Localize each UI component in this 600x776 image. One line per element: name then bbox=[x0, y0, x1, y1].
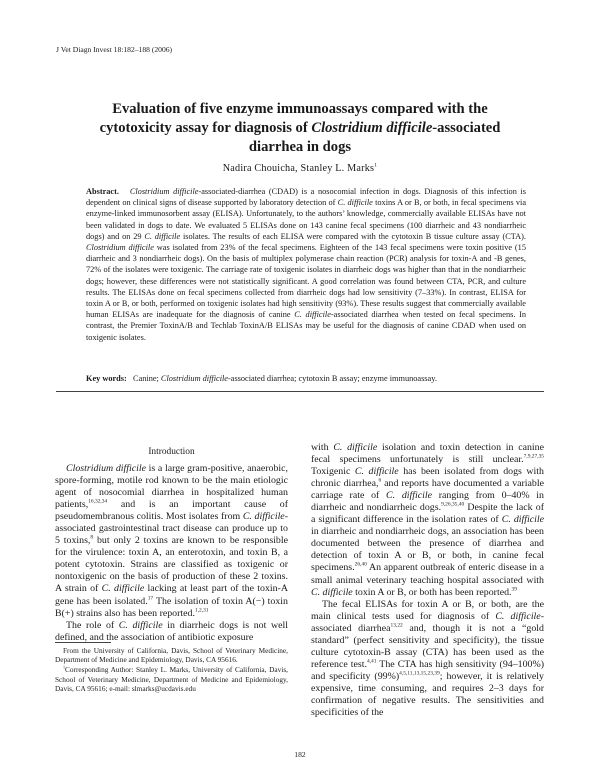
inline-text: The isolation of toxin A(−) toxin B(+) strains also has been reported. bbox=[55, 595, 288, 619]
inline-italic: C. difficile bbox=[311, 586, 353, 598]
inline-text: The role of bbox=[66, 619, 119, 631]
affiliation-footnote: From the University of California, Davis, School of Veterinary Medicine, Department of Medicine and Epidemiology, Davis, CA 95616. bbox=[55, 646, 288, 665]
inline-text: toxin A or B, or both has been reported. bbox=[352, 586, 512, 598]
corresponding-author-footnote bbox=[55, 665, 288, 693]
inline-italic: Clostridium difficile bbox=[66, 463, 147, 474]
right-paragraph-1 bbox=[311, 442, 544, 599]
abstract-block bbox=[86, 186, 526, 343]
inline-italic: C. difficile bbox=[386, 490, 432, 502]
left-column-body bbox=[55, 463, 288, 644]
title-line-3: diarrhea in dogs bbox=[248, 139, 352, 155]
keywords-text: Canine; bbox=[133, 374, 161, 383]
citation-mark: 4,5,11,13,15,23,39 bbox=[399, 670, 440, 677]
author-list bbox=[60, 163, 540, 174]
article-title bbox=[60, 100, 540, 157]
abstract-label: Abstract. bbox=[86, 187, 119, 196]
abstract-text: isolates. The results of each ELISA were compared with the cytotoxin B tissue culture assay (CTA). bbox=[180, 231, 526, 241]
author-names: Nadira Chouicha, Stanley L. Marks bbox=[222, 163, 375, 174]
citation-mark: 9,26,35,40 bbox=[441, 501, 465, 508]
inline-text: The fecal ELISAs for toxin A or B, or both, are the main clinical tests used for diagnosis of bbox=[311, 598, 544, 622]
inline-text: with bbox=[311, 442, 334, 453]
title-italic-organism: Clostridium difficile bbox=[311, 120, 433, 136]
citation-mark: 1,2,31 bbox=[194, 607, 209, 614]
inline-italic: C. difficile bbox=[101, 583, 145, 595]
page-number: 182 bbox=[294, 750, 306, 759]
footnote-text: Corresponding Author: Stanley L. Marks, University of California, Davis, School of Veterinary Medicine, Department of Medicine and Epidemiology, Davis, CA 95616; e-mail: slmarks@ucdavis.edu bbox=[55, 665, 288, 693]
footnote-divider bbox=[55, 642, 111, 643]
inline-italic: C. difficile bbox=[495, 610, 541, 622]
abstract-italic: C. difficile bbox=[144, 231, 181, 241]
title-line-2a: cytotoxicity assay for diagnosis of bbox=[99, 120, 312, 136]
keywords-line bbox=[86, 373, 526, 384]
citation-mark: 13,22 bbox=[390, 622, 403, 629]
inline-text: -associated diarrhea bbox=[311, 610, 544, 634]
inline-text: in diarrheic dogs is not well defined, and the association of antibiotic exposure bbox=[55, 619, 288, 643]
citation-mark: 26,40 bbox=[354, 562, 367, 569]
citation-mark: 17 bbox=[147, 595, 154, 602]
title-line-1: Evaluation of five enzyme immunoassays compared with the bbox=[112, 101, 488, 117]
section-divider bbox=[56, 391, 544, 392]
section-heading-introduction: Introduction bbox=[148, 447, 195, 457]
citation-mark: 7,9,27,35 bbox=[523, 453, 544, 460]
abstract-italic: Clostridium difficile bbox=[86, 243, 154, 253]
abstract-text: toxins A or B, or both, in fecal specimens via enzyme-linked immunosorbent assay (ELISA). Unfortunately, to the authors’ knowledge, commercially available ELISAs have not been validated in dogs to date. We evaluated 5 ELISAs done on 143 canine fecal specimens (100 diarrheic and 43 nondiarrheic dogs) and on 29 bbox=[86, 198, 527, 241]
citation-mark: 16,32,34 bbox=[88, 498, 108, 505]
footnote-mark: 1 bbox=[63, 664, 65, 670]
abstract-italic: Clostridium difficile bbox=[129, 187, 199, 196]
right-column-body bbox=[311, 442, 544, 719]
citation-mark: 6 bbox=[378, 477, 382, 484]
inline-text: Despite the lack of a significant difference in the isolation rates of bbox=[311, 502, 544, 526]
inline-text: and, though it is not a “gold standard” (perfect sensitivity and specificity), the tissue culture cytotoxin-B assay (CTA) has been used as the reference test. bbox=[311, 622, 544, 670]
inline-italic: C. difficile bbox=[242, 511, 285, 523]
citation-mark: 4,41 bbox=[366, 658, 377, 665]
right-paragraph-2 bbox=[311, 599, 544, 719]
inline-text: is a large gram-positive, anaerobic, spore-forming, motile rod known to be the main etiologic agent of nosocomial diarrhea in hospitalized human patients, bbox=[55, 463, 288, 511]
abstract-text: -associated-diarrhea (CDAD) is a nosocomial infection in dogs. Diagnosis of this infection is dependent on clinical signs of disease supported by laboratory detection of bbox=[86, 187, 526, 208]
inline-text: but only 2 toxins are known to be responsible for the virulence: toxin A, an enterotoxin, and toxin B, a potent cytotoxin. Strains are classified as toxigenic or nontoxigenic on the basis of production of these 2 toxins. A strain of bbox=[55, 535, 288, 595]
journal-citation: J Vet Diagn Invest 18:182–188 (2006) bbox=[56, 45, 173, 54]
inline-text: in diarrheic and nondiarrheic dogs, an association has been documented between the presence of diarrhea and detection of toxin A or B, or both, in canine fecal specimens. bbox=[311, 526, 544, 574]
inline-text: An apparent outbreak of enteric disease in a small animal veterinary teaching hospital associated with bbox=[311, 562, 544, 586]
inline-text: ranging from 0–40% in diarrheic and nondiarrheic dogs. bbox=[311, 490, 544, 514]
keywords-label: Key words: bbox=[86, 374, 127, 383]
abstract-italic: C. difficile bbox=[337, 198, 373, 208]
footnotes-block bbox=[55, 646, 288, 694]
inline-text: -associated gastrointestinal tract disease can produce up to 5 toxins, bbox=[55, 511, 288, 547]
abstract-text: -associated diarrhea when tested on fecal specimens. In contrast, the Premier ToxinA/B and Techlab ToxinA/B ELISAs may be useful for the diagnosis of canine CDAD when used on toxigenic isolates. bbox=[86, 310, 526, 342]
author-footnote-mark: 1 bbox=[374, 162, 378, 169]
inline-text: and is an important cause of pseudomembranous colitis. Most isolates from bbox=[55, 499, 288, 523]
inline-italic: C. difficile bbox=[118, 619, 163, 631]
keywords-italic: Clostridium difficile bbox=[160, 374, 228, 383]
inline-text: has been isolated from dogs with chronic diarrhea, bbox=[311, 466, 544, 490]
inline-text: The CTA has high sensitivity (94–100%) and specificity (99%) bbox=[311, 658, 544, 682]
inline-italic: C. difficile bbox=[501, 514, 544, 526]
title-line-2b: -associated bbox=[432, 120, 501, 136]
intro-paragraph-2 bbox=[55, 620, 288, 644]
inline-text: lacking at least part of the toxin-A gene has been isolated. bbox=[55, 583, 288, 607]
keywords-text: -associated diarrhea; cytotoxin B assay; enzyme immunoassay. bbox=[228, 374, 437, 383]
inline-text: isolation and toxin detection in canine fecal specimens unfortunately is still unclear. bbox=[311, 442, 544, 466]
citation-mark: 8 bbox=[90, 534, 94, 541]
inline-text: and reports have documented a variable carriage rate of bbox=[311, 478, 544, 502]
citation-mark: 39 bbox=[511, 586, 517, 593]
intro-paragraph-1 bbox=[55, 463, 288, 620]
inline-italic: C. difficile bbox=[354, 466, 399, 478]
inline-text: Toxigenic bbox=[311, 466, 355, 478]
abstract-text: was isolated from 23% of the fecal specimens. Eighteen of the 143 fecal specimens were toxin positive (15 diarrheic and 3 nondiarrheic dogs). On the basis of multiplex polymerase chain reaction (PCR) analysis for toxin-A and -B genes, 72% of the isolates were toxigenic. The carriage rate of toxigenic isolates in diarrheic dogs was higher than that in the nondiarrheic dogs; however, these differences were not statistically significant. A good correlation was found between CTA, PCR, and culture results. The ELISAs done on fecal specimens collected from diarrheic dogs had low sensitivity (7–33%). In contrast, ELISA for toxin A or B, or both, performed on toxigenic isolates had high sensitivity (93%). These results suggest that commercially available human ELISAs are inadequate for the diagnosis of canine bbox=[86, 243, 526, 320]
inline-text: ; however, it is relatively expensive, time consuming, and requires 2–3 days for confirmation of negative results. The sensitivities and specificities of the bbox=[311, 670, 544, 719]
abstract-italic: C. difficile bbox=[294, 310, 331, 320]
inline-italic: C. difficile bbox=[333, 442, 378, 453]
